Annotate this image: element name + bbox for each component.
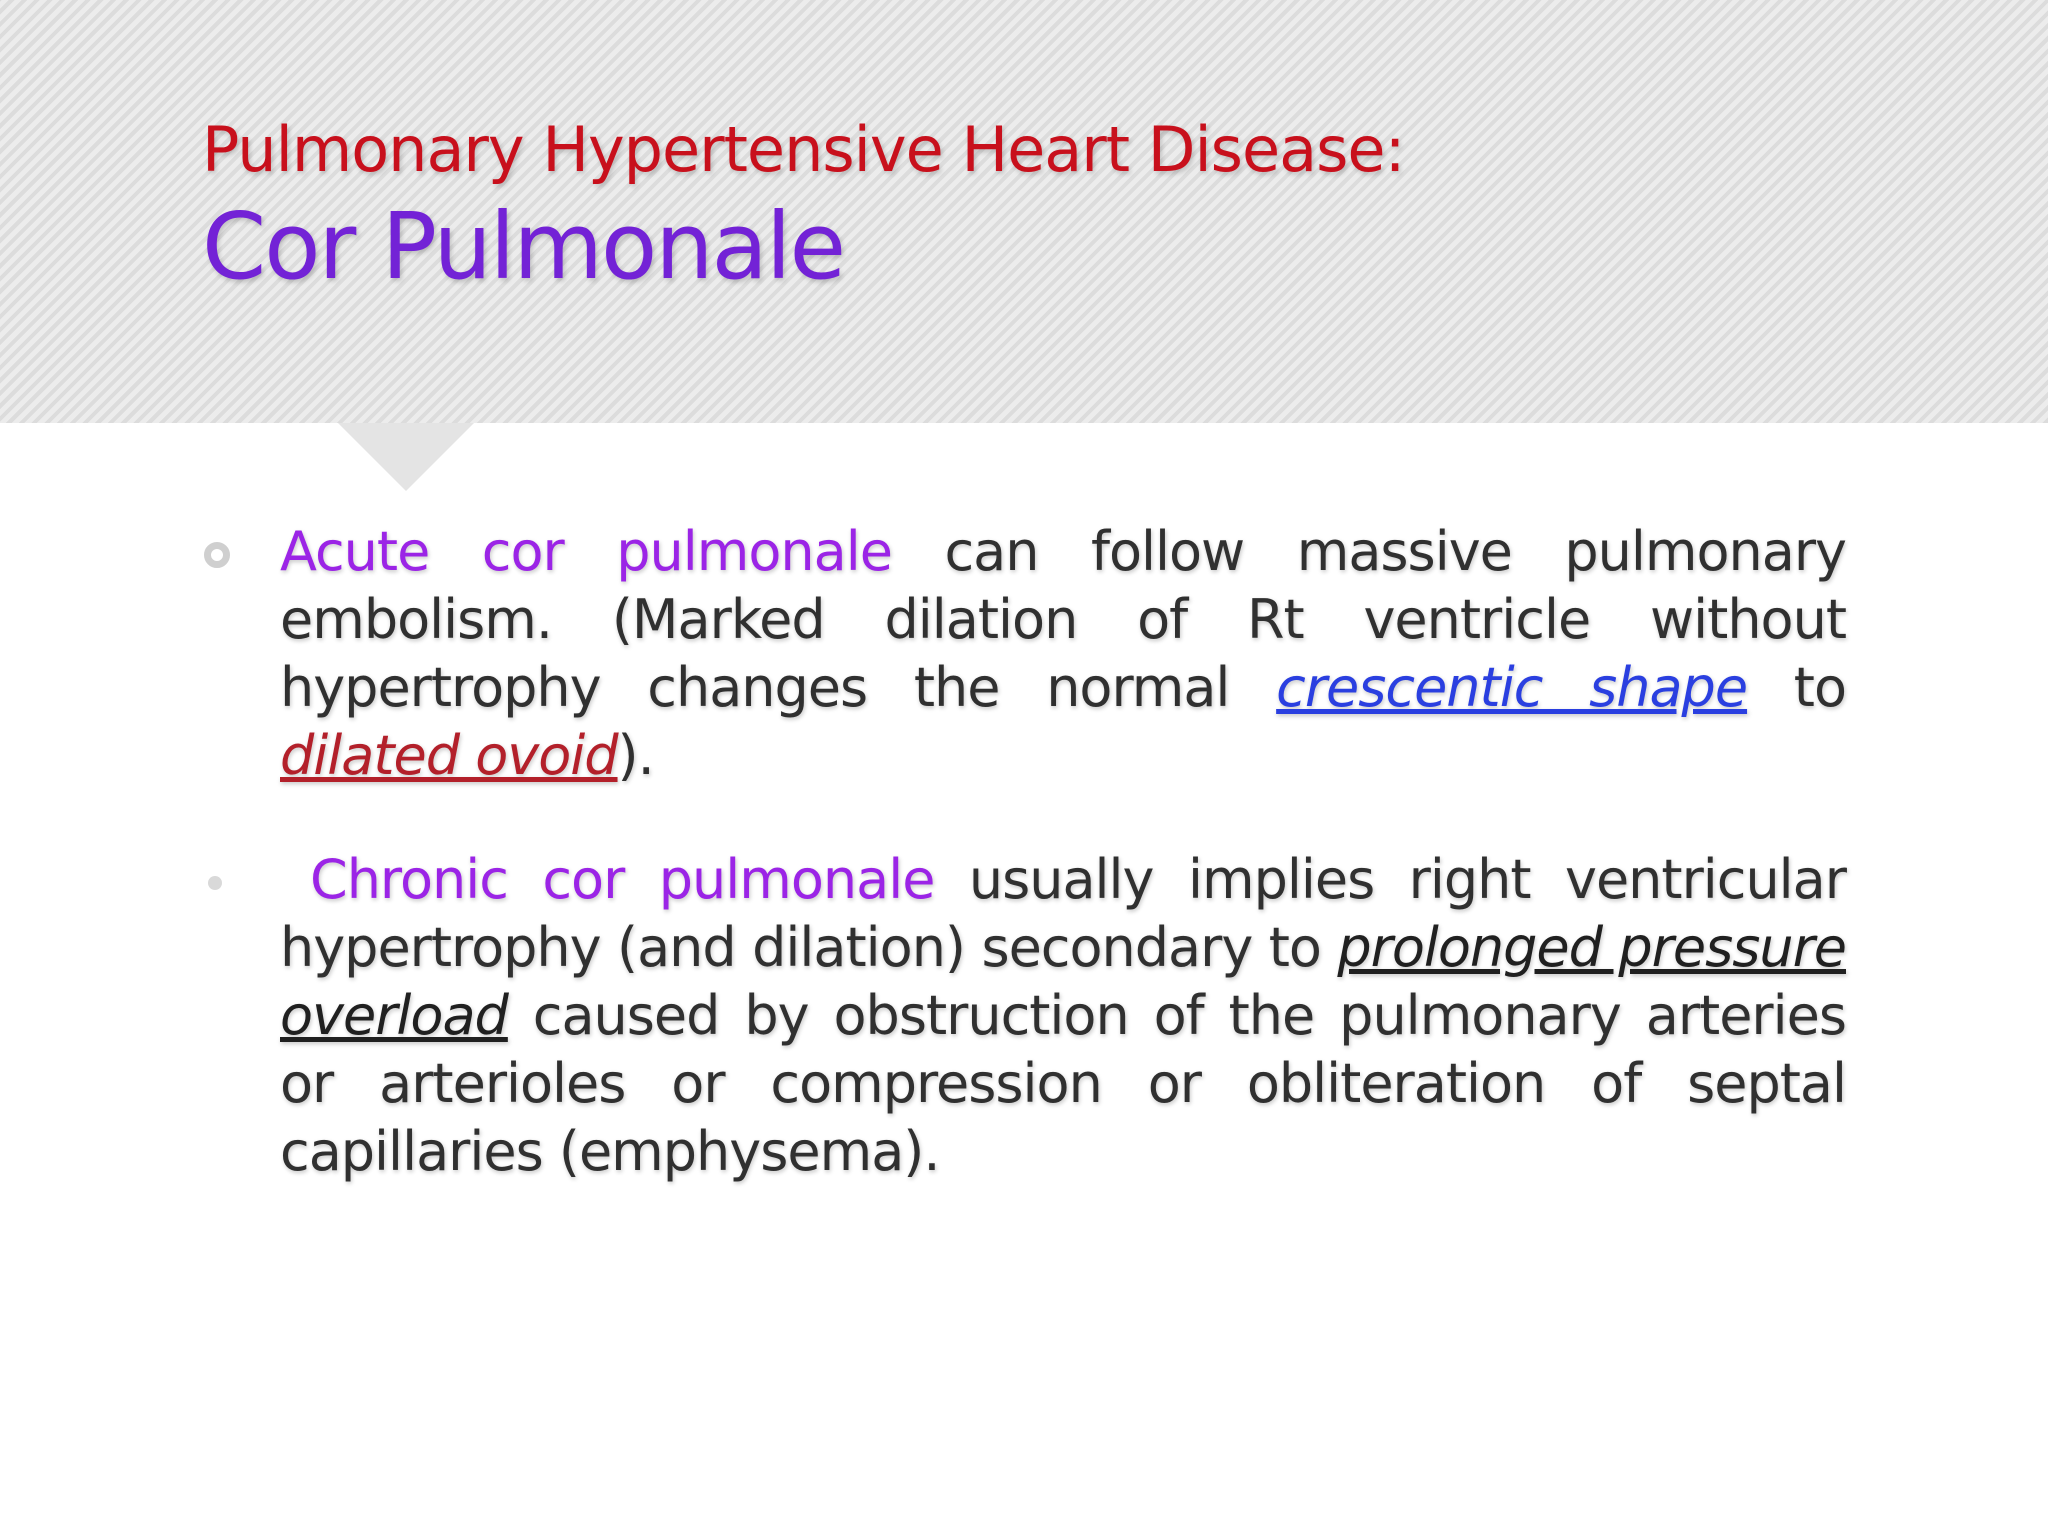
term-acute-cor-pulmonale: Acute cor pulmonale xyxy=(280,520,892,583)
ring-bullet-icon xyxy=(204,542,230,568)
dilated-ovoid-link[interactable]: dilated ovoid xyxy=(280,724,618,787)
slide-title xyxy=(202,108,1902,302)
header-notch xyxy=(338,423,474,491)
term-chronic-cor-pulmonale: Chronic cor pulmonale xyxy=(310,848,935,911)
dot-bullet-icon xyxy=(208,876,222,890)
title-line-1: Pulmonary Hypertensive Heart Disease: xyxy=(202,113,1405,186)
bullet-acute xyxy=(202,518,1846,790)
bullet-acute-text-a: can follow massive pulmonary embolism. (Marked dilation of Rt ventricle without hypertrophy changes the normal xyxy=(280,520,1846,719)
slide-body xyxy=(202,518,1846,1186)
crescentic-shape-link[interactable]: crescentic shape xyxy=(1276,656,1748,719)
title-line-2: Cor Pulmonale xyxy=(202,193,845,300)
prolonged-pressure-overload-emphasis: prolonged pressure overload xyxy=(280,916,1846,1047)
bullet-chronic-text-a: usually implies right ventricular hypertrophy (and dilation) secondary to xyxy=(280,848,1846,979)
bullet-acute-text-c: ). xyxy=(617,724,654,787)
bullet-acute-text-b: to xyxy=(1747,656,1846,719)
bullet-chronic xyxy=(202,846,1846,1186)
bullet-chronic-text-b: caused by obstruction of the pulmonary arteries or arterioles or compression or obliteration of septal capillaries (emphysema). xyxy=(280,984,1846,1183)
